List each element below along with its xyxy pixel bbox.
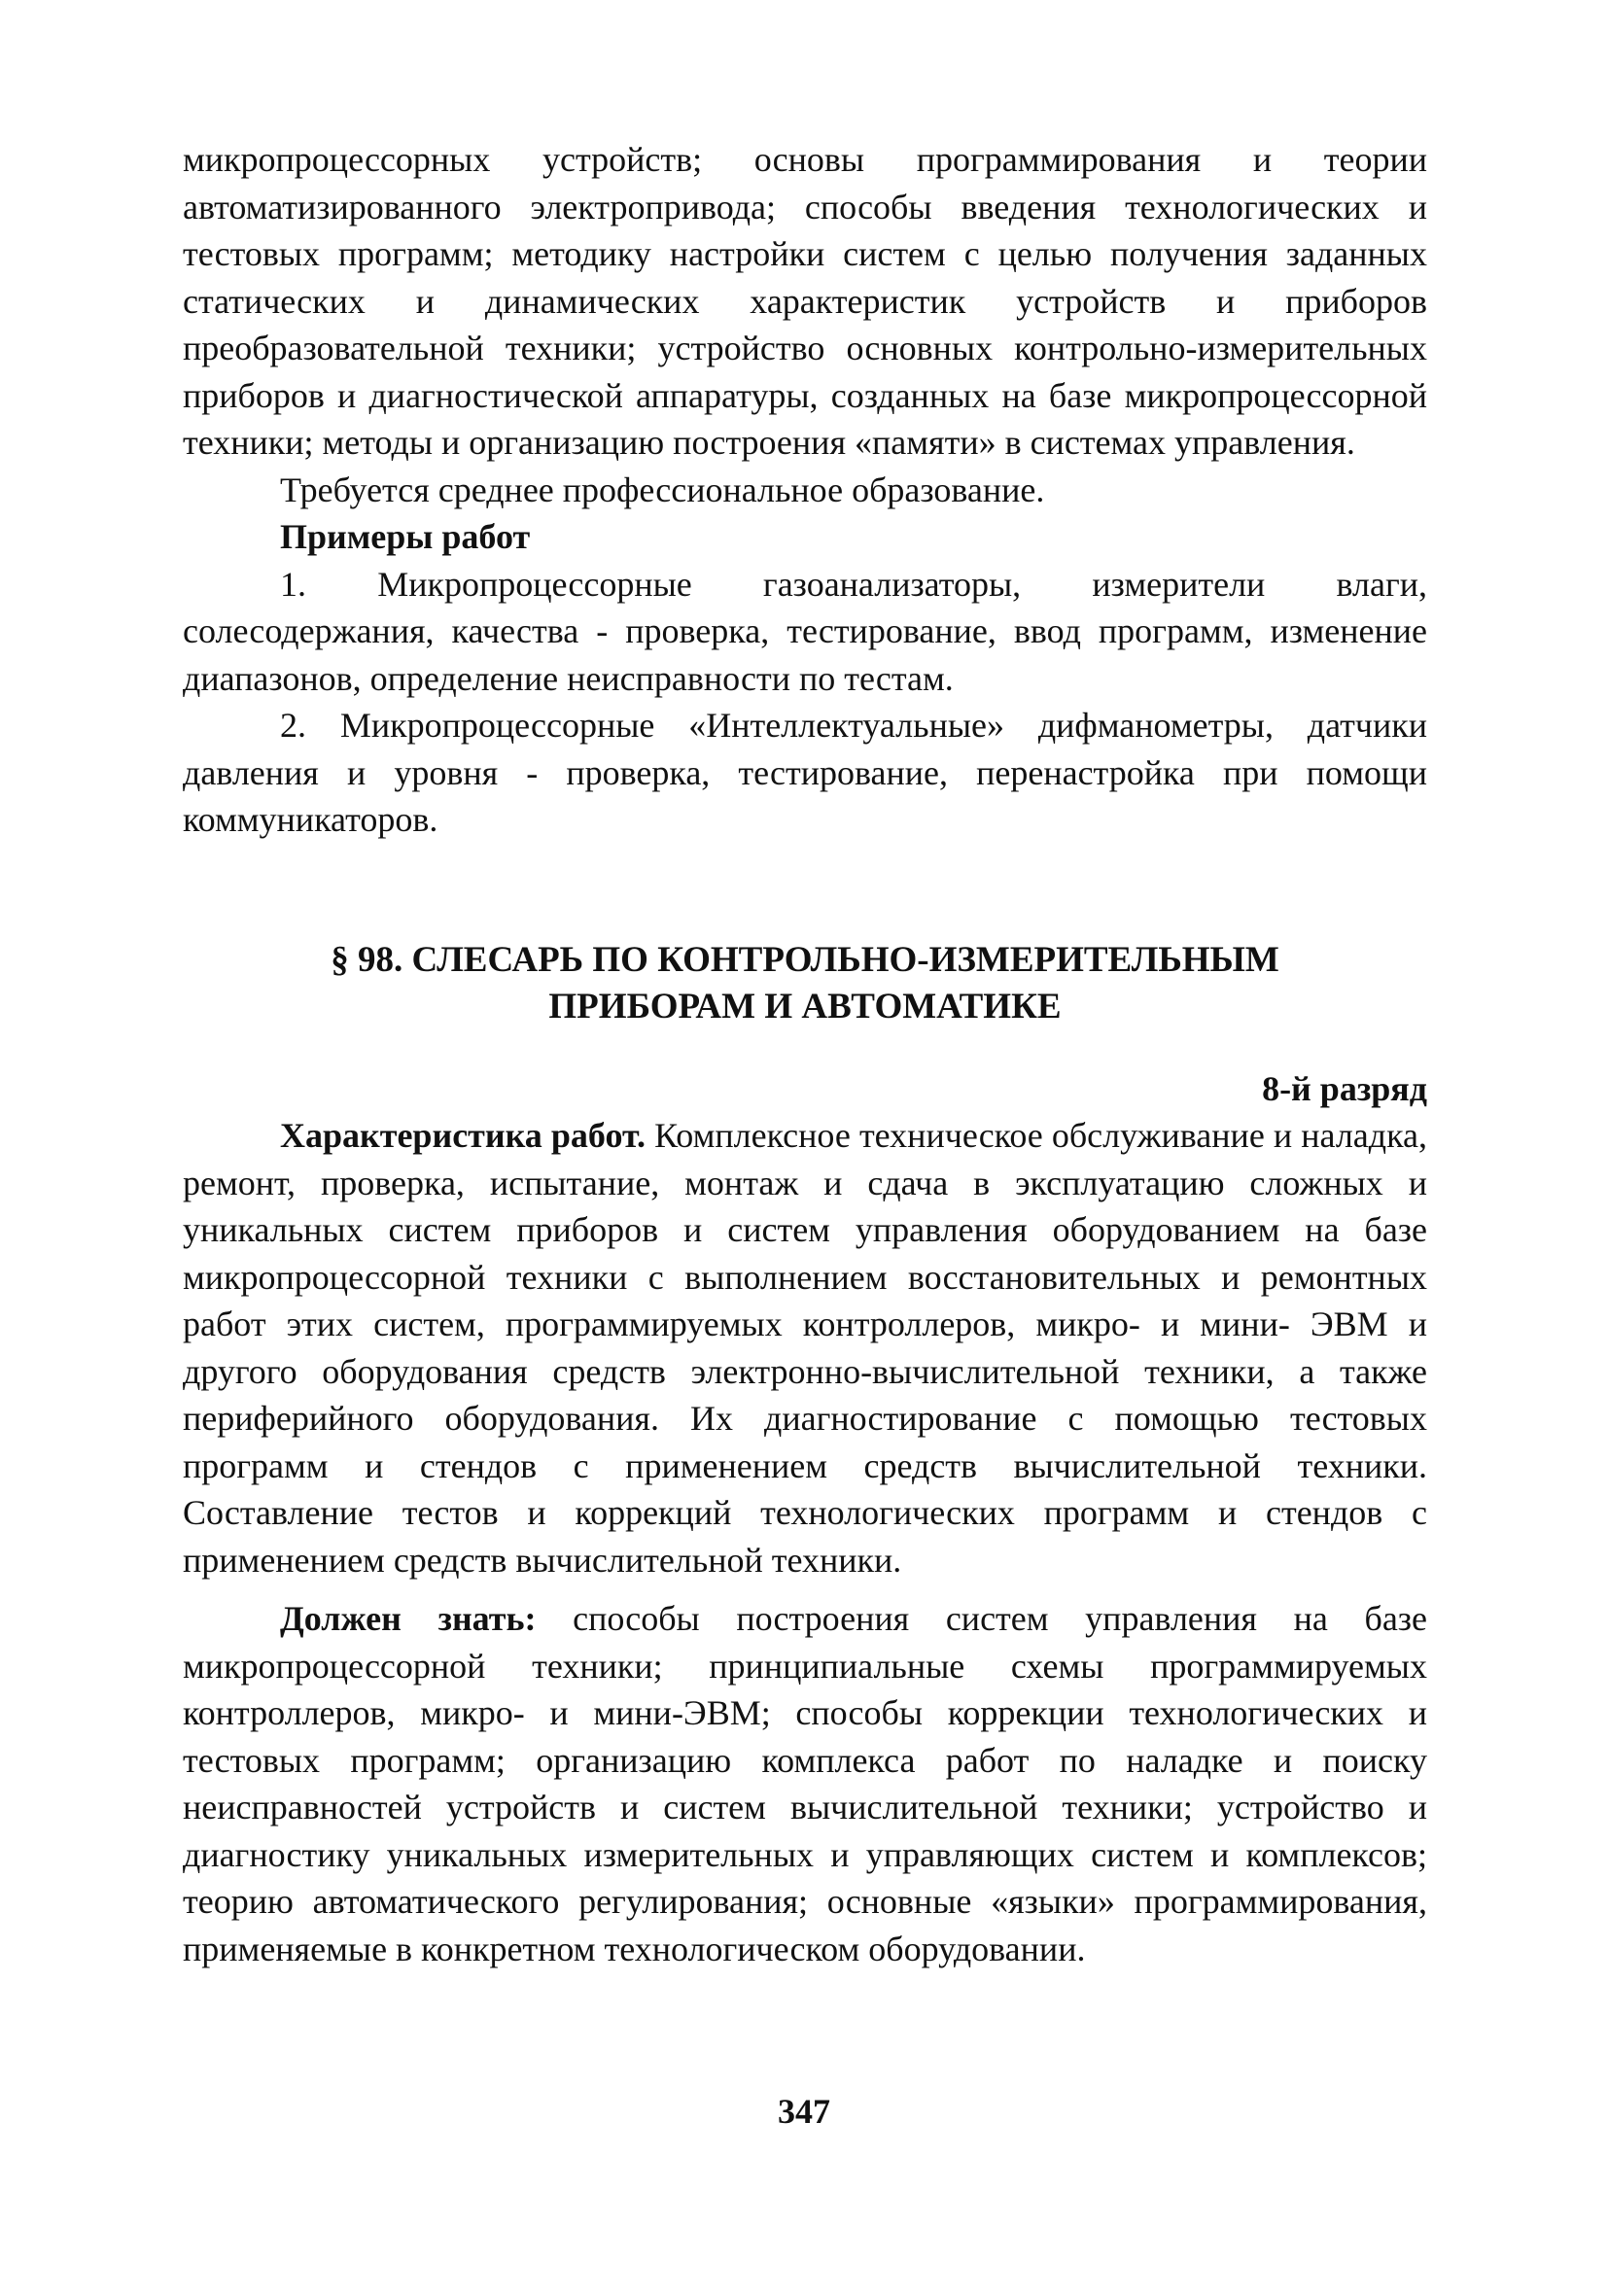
section-heading	[183, 844, 1427, 1031]
example-item-2: 2. Микропроцессорные «Интеллектуальные» дифманометры, датчики давления и уровня - проверка, тестирование, перенастройка при помощи коммуникаторов.	[183, 706, 1427, 839]
must-know-label: Должен знать:	[280, 1599, 537, 1638]
intro-paragraph: микропроцессорных устройств; основы программирования и теории автоматизированного электропривода; способы введения технологических и тестовых программ; методику настройки систем с целью получения заданных статических и динамических характеристик устройств и приборов преобразовательной техники; устройство основных контрольно-измерительных приборов и диагностической аппаратуры, созданных на базе микропроцессорной техники; методы и организацию построения «памяти» в системах управления.	[183, 140, 1427, 462]
example-item-1: 1. Микропроцессорные газоанализаторы, измерители влаги, солесодержания, качества - проверка, тестирование, ввод программ, изменение диапазонов, определение неисправности по тестам.	[183, 564, 1427, 698]
examples-title: Примеры работ	[280, 517, 531, 556]
must-know-text: способы построения систем управления на базе микропроцессорной техники; принципиальные схемы программируемых контроллеров, микро- и мини-ЭВМ; способы коррекции технологических и тестовых программ; организацию комплекса работ по наладке и поиску неисправностей устройств и систем вычислительной техники; устройство и диагностику уникальных измерительных и управляющих систем и комплексов; теорию автоматического регулирования; основные «языки» программирования, применяемые в конкретном технологическом оборудовании.	[183, 1599, 1427, 1968]
education-requirement: Требуется среднее профессиональное образование.	[280, 470, 1045, 509]
rank-label: 8-й разряд	[1262, 1068, 1427, 1108]
characteristic-paragraph	[183, 1112, 1427, 1583]
characteristic-text: Комплексное техническое обслуживание и наладка, ремонт, проверка, испытание, монтаж и сдача в эксплуатацию сложных и уникальных систем приборов и систем управления оборудованием на базе микропроцессорной техники с выполнением восстановительных и ремонтных работ этих систем, программируемых контроллеров, микро- и мини- ЭВМ и другого оборудования средств электронно-вычислительной техники, а также периферийного оборудования. Их диагностирование с помощью тестовых программ и стендов с применением средств вычислительной техники. Составление тестов и коррекций технологических программ и стендов с применением средств вычислительной техники.	[183, 1116, 1428, 1580]
characteristic-label: Характеристика работ.	[280, 1116, 646, 1155]
page-body	[183, 136, 1427, 1972]
section-heading-line-1: § 98. СЛЕСАРЬ ПО КОНТРОЛЬНО-ИЗМЕРИТЕЛЬНЫМ	[331, 939, 1279, 980]
page-number: 347	[778, 2092, 830, 2131]
must-know-paragraph	[183, 1583, 1427, 1972]
section-heading-line-2: ПРИБОРАМ И АВТОМАТИКЕ	[548, 987, 1062, 1026]
